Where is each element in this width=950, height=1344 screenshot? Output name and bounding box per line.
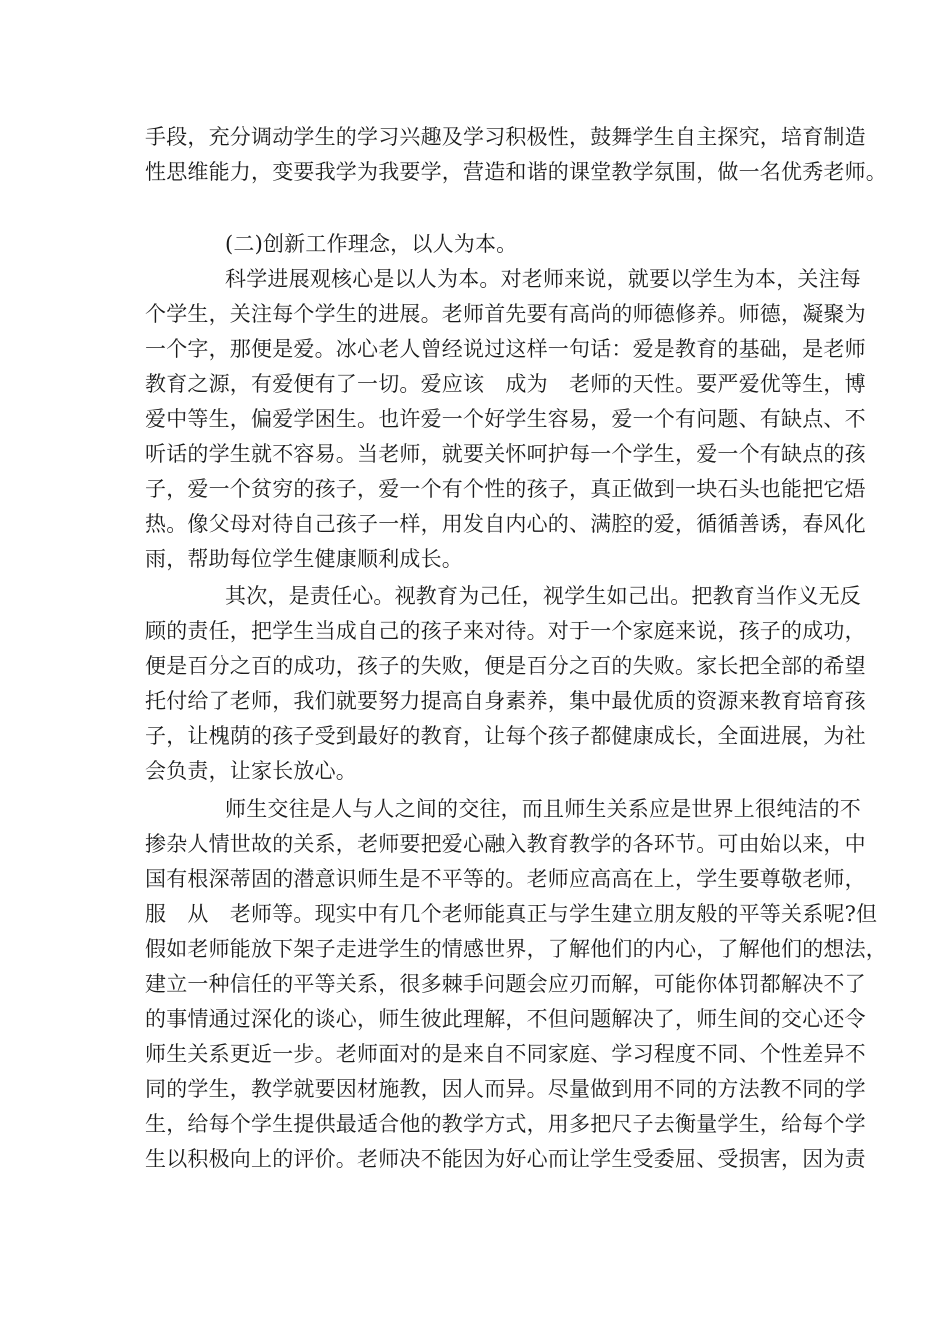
text-line: 一个字，那便是爱。冰心老人曾经说过这样一句话：爱是教育的基础，是老师 (145, 337, 866, 361)
text-line: 听话的学生就不容易。当老师，就要关怀呵护每一个学生，爱一个有缺点的孩 (145, 442, 866, 466)
section-heading: (二)创新工作理念，以人为本。 (225, 232, 518, 256)
text-line: 科学进展观核心是以人为本。对老师来说，就要以学生为本，关注每 (225, 267, 861, 291)
text-line: 便是百分之百的成功，孩子的失败，便是百分之百的失败。家长把全部的希望 (145, 654, 866, 678)
text-line: 个学生，关注每个学生的进展。老师首先要有高尚的师德修养。师德，凝聚为 (145, 302, 866, 326)
text-line: 服 从 老师等。现实中有几个老师能真正与学生建立朋友般的平等关系呢?但 (145, 902, 878, 926)
text-line: 掺杂人情世故的关系，老师要把爱心融入教育教学的各环节。可由始以来，中 (145, 832, 866, 856)
text-line: 雨，帮助每位学生健康顺利成长。 (145, 547, 463, 571)
text-line: 建立一种信任的平等关系，很多棘手问题会应刃而解，可能你体罚都解决不了 (145, 972, 866, 996)
text-line: 师生关系更近一步。老师面对的是来自不同家庭、学习程度不同、个性差异不 (145, 1042, 866, 1066)
text-line: 的事情通过深化的谈心，师生彼此理解，不但问题解决了，师生间的交心还令 (145, 1007, 866, 1031)
text-line: 其次，是责任心。视教育为己任，视学生如己出。把教育当作义无反 (225, 584, 861, 608)
text-line: 假如老师能放下架子走进学生的情感世界，了解他们的内心，了解他们的想法， (145, 937, 887, 961)
text-line: 师生交往是人与人之间的交往，而且师生关系应是世界上很纯洁的不 (225, 797, 861, 821)
text-line: 热。像父母对待自己孩子一样，用发自内心的、满腔的爱，循循善诱，春风化 (145, 512, 866, 536)
text-line: 生以积极向上的评价。老师决不能因为好心而让学生受委屈、受损害，因为责 (145, 1147, 866, 1171)
text-line: 教育之源，有爱便有了一切。爱应该 成为 老师的天性。要严爱优等生，博 (145, 372, 866, 396)
text-line: 子，爱一个贫穷的孩子，爱一个有个性的孩子，真正做到一块石头也能把它焐 (145, 477, 866, 501)
text-line: 生，给每个学生提供最适合他的教学方式，用多把尺子去衡量学生，给每个学 (145, 1112, 866, 1136)
text-line: 子，让槐荫的孩子受到最好的教育，让每个孩子都健康成长，全面进展，为社 (145, 724, 866, 748)
text-line: 托付给了老师，我们就要努力提高自身素养，集中最优质的资源来教育培育孩 (145, 689, 866, 713)
text-line: 同的学生，教学就要因材施教，因人而异。尽量做到用不同的方法教不同的学 (145, 1077, 866, 1101)
text-line: 手段，充分调动学生的学习兴趣及学习积极性，鼓舞学生自主探究，培育制造 (145, 125, 866, 149)
text-line: 顾的责任，把学生当成自己的孩子来对待。对于一个家庭来说，孩子的成功， (145, 619, 866, 643)
text-line: 爱中等生，偏爱学困生。也许爱一个好学生容易，爱一个有问题、有缺点、不 (145, 407, 866, 431)
text-line: 会负责，让家长放心。 (145, 759, 357, 783)
text-line: 国有根深蒂固的潜意识师生是不平等的。老师应高高在上，学生要尊敬老师， (145, 867, 866, 891)
text-line: 性思维能力，变要我学为我要学，营造和谐的课堂教学氛围，做一名优秀老师。 (145, 160, 887, 184)
